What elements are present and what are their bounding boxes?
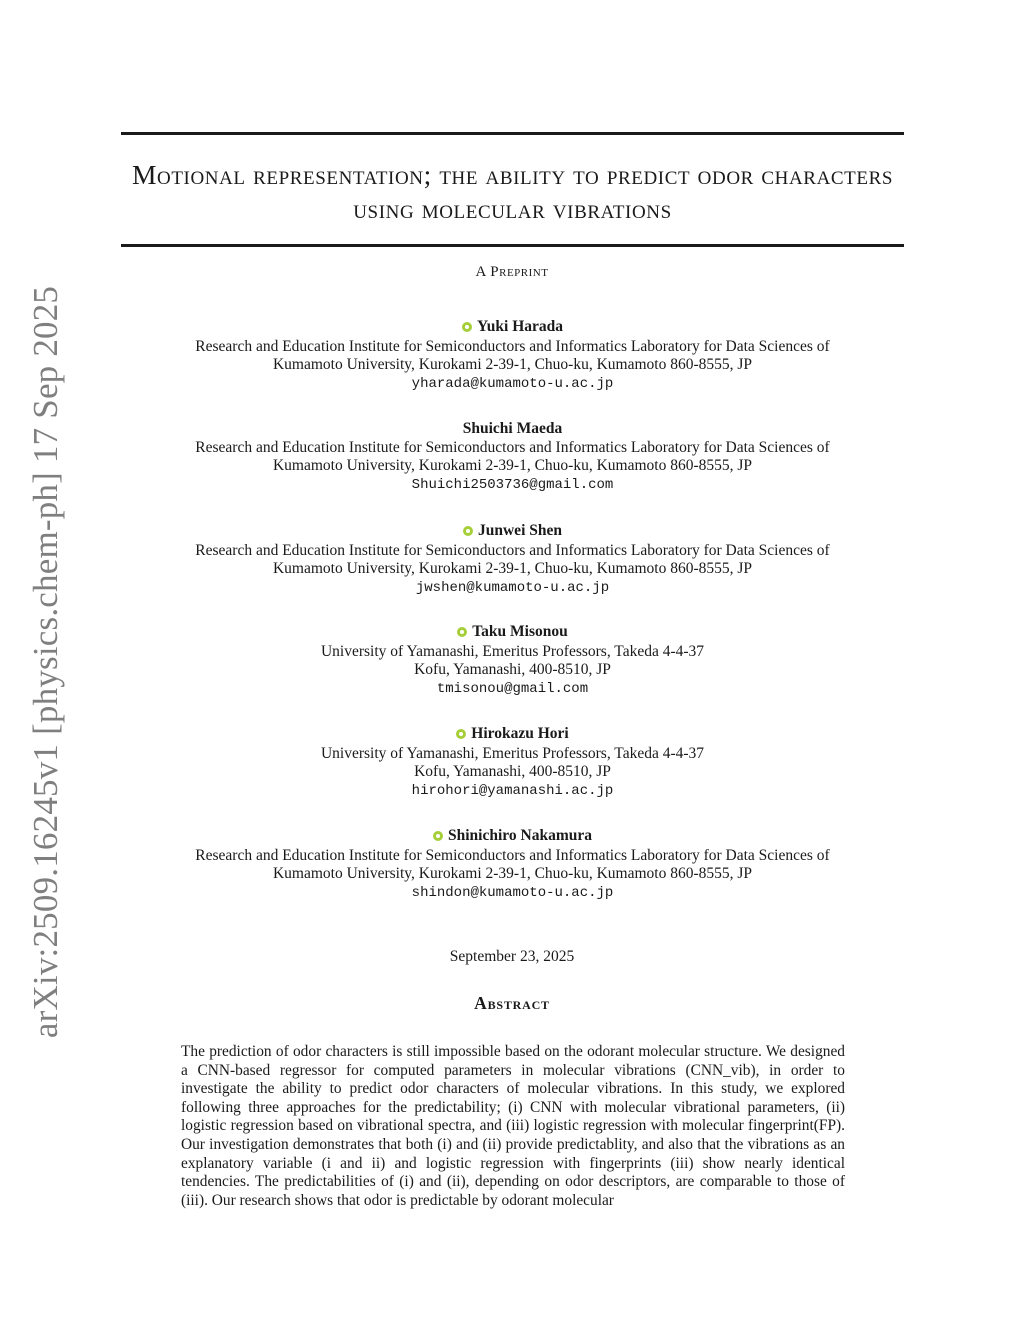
title-bottom-rule [121,244,904,247]
orcid-icon[interactable] [462,322,472,332]
author-block [121,623,904,698]
paper-title: Motional representation; the ability to predict odor characters using molecular vibrations [131,159,894,224]
orcid-icon[interactable] [433,831,443,841]
author-block [121,827,904,902]
author-name-text: Shinichiro Nakamura [448,827,592,844]
author-name [463,522,562,541]
orcid-icon[interactable] [456,729,466,739]
author-name-text: Yuki Harada [477,318,563,335]
author-name [462,318,563,337]
author-email[interactable]: yharada@kumamoto-u.ac.jp [411,375,614,392]
abstract-heading: Abstract [474,993,550,1013]
author-affiliation-line: Kofu, Yamanashi, 400-8510, JP [414,661,611,679]
author-email[interactable]: jwshen@kumamoto-u.ac.jp [415,579,610,596]
author-email[interactable]: tmisonou@gmail.com [436,680,589,697]
author-email[interactable]: Shuichi2503736@gmail.com [411,476,614,493]
author-affiliation-line: Kumamoto University, Kurokami 2-39-1, Chuo-ku, Kumamoto 860-8555, JP [272,457,753,474]
author-name-text: Shuichi Maeda [462,420,563,437]
author-email[interactable]: shindon@kumamoto-u.ac.jp [411,884,614,901]
orcid-icon[interactable] [463,526,473,536]
author-name-text: Taku Misonou [472,623,568,640]
author-affiliation-line: Kumamoto University, Kurokami 2-39-1, Chuo-ku, Kumamoto 860-8555, JP [272,560,753,578]
author-affiliation-line: Research and Education Institute for Semiconductors and Informatics Laboratory for Data Sciences of [195,438,830,456]
author-email[interactable]: hirohori@yamanashi.ac.jp [411,782,614,799]
author-name [433,827,592,846]
preprint-label: A Preprint [475,264,549,280]
publication-date: September 23, 2025 [449,948,575,965]
author-affiliation-line: Kofu, Yamanashi, 400-8510, JP [414,763,611,781]
author-name [457,623,568,642]
author-name [463,420,562,439]
title-top-rule [121,132,904,135]
author-affiliation-line: University of Yamanashi, Emeritus Professors, Takeda 4-4-37 [320,744,705,762]
author-affiliation-line: Research and Education Institute for Semiconductors and Informatics Laboratory for Data Sciences of [195,846,830,864]
author-block [121,420,904,494]
author-block [121,725,904,800]
orcid-icon[interactable] [457,627,467,637]
author-affiliation-line: Kumamoto University, Kurokami 2-39-1, Chuo-ku, Kumamoto 860-8555, JP [272,356,753,374]
author-block [121,318,904,393]
author-affiliation-line: Research and Education Institute for Semiconductors and Informatics Laboratory for Data Sciences of [195,337,830,355]
author-name [456,725,568,744]
abstract-text: The prediction of odor characters is still impossible based on the odorant molecular structure. We designed a CNN-based regressor for computed parameters in molecular vibrations (CNN_vib), in order to investigate the ability to predict odor characters of molecular vibrations. In this study, we explored following three approaches for the predictability; (i) CNN with molecular vibrational parameters, (ii) logistic regression based on vibrational spectra, and (iii) logistic regression with molecular fingerprint(FP). Our investigation demonstrates that both (i) and (ii) provide predictablity, and also that the vibrations as an explanatory variable (i and ii) and logistic regression with fingerprints (iii) show nearly identical tendencies. The predictabilities of (i) and (ii), depending on odor descriptors, are comparable to those of (iii). Our research shows that odor is predictable by odorant molecular [181,1043,845,1209]
author-name-text: Junwei Shen [478,522,562,539]
author-name-text: Hirokazu Hori [471,725,569,742]
author-affiliation-line: University of Yamanashi, Emeritus Professors, Takeda 4-4-37 [320,642,705,660]
author-block [121,522,904,597]
arxiv-identifier-stamp: arXiv:2509.16245v1 [physics.chem-ph] 17 Sep 2025 [26,285,65,1039]
author-affiliation-line: Research and Education Institute for Semiconductors and Informatics Laboratory for Data Sciences of [195,541,830,559]
author-affiliation-line: Kumamoto University, Kurokami 2-39-1, Chuo-ku, Kumamoto 860-8555, JP [272,865,753,883]
